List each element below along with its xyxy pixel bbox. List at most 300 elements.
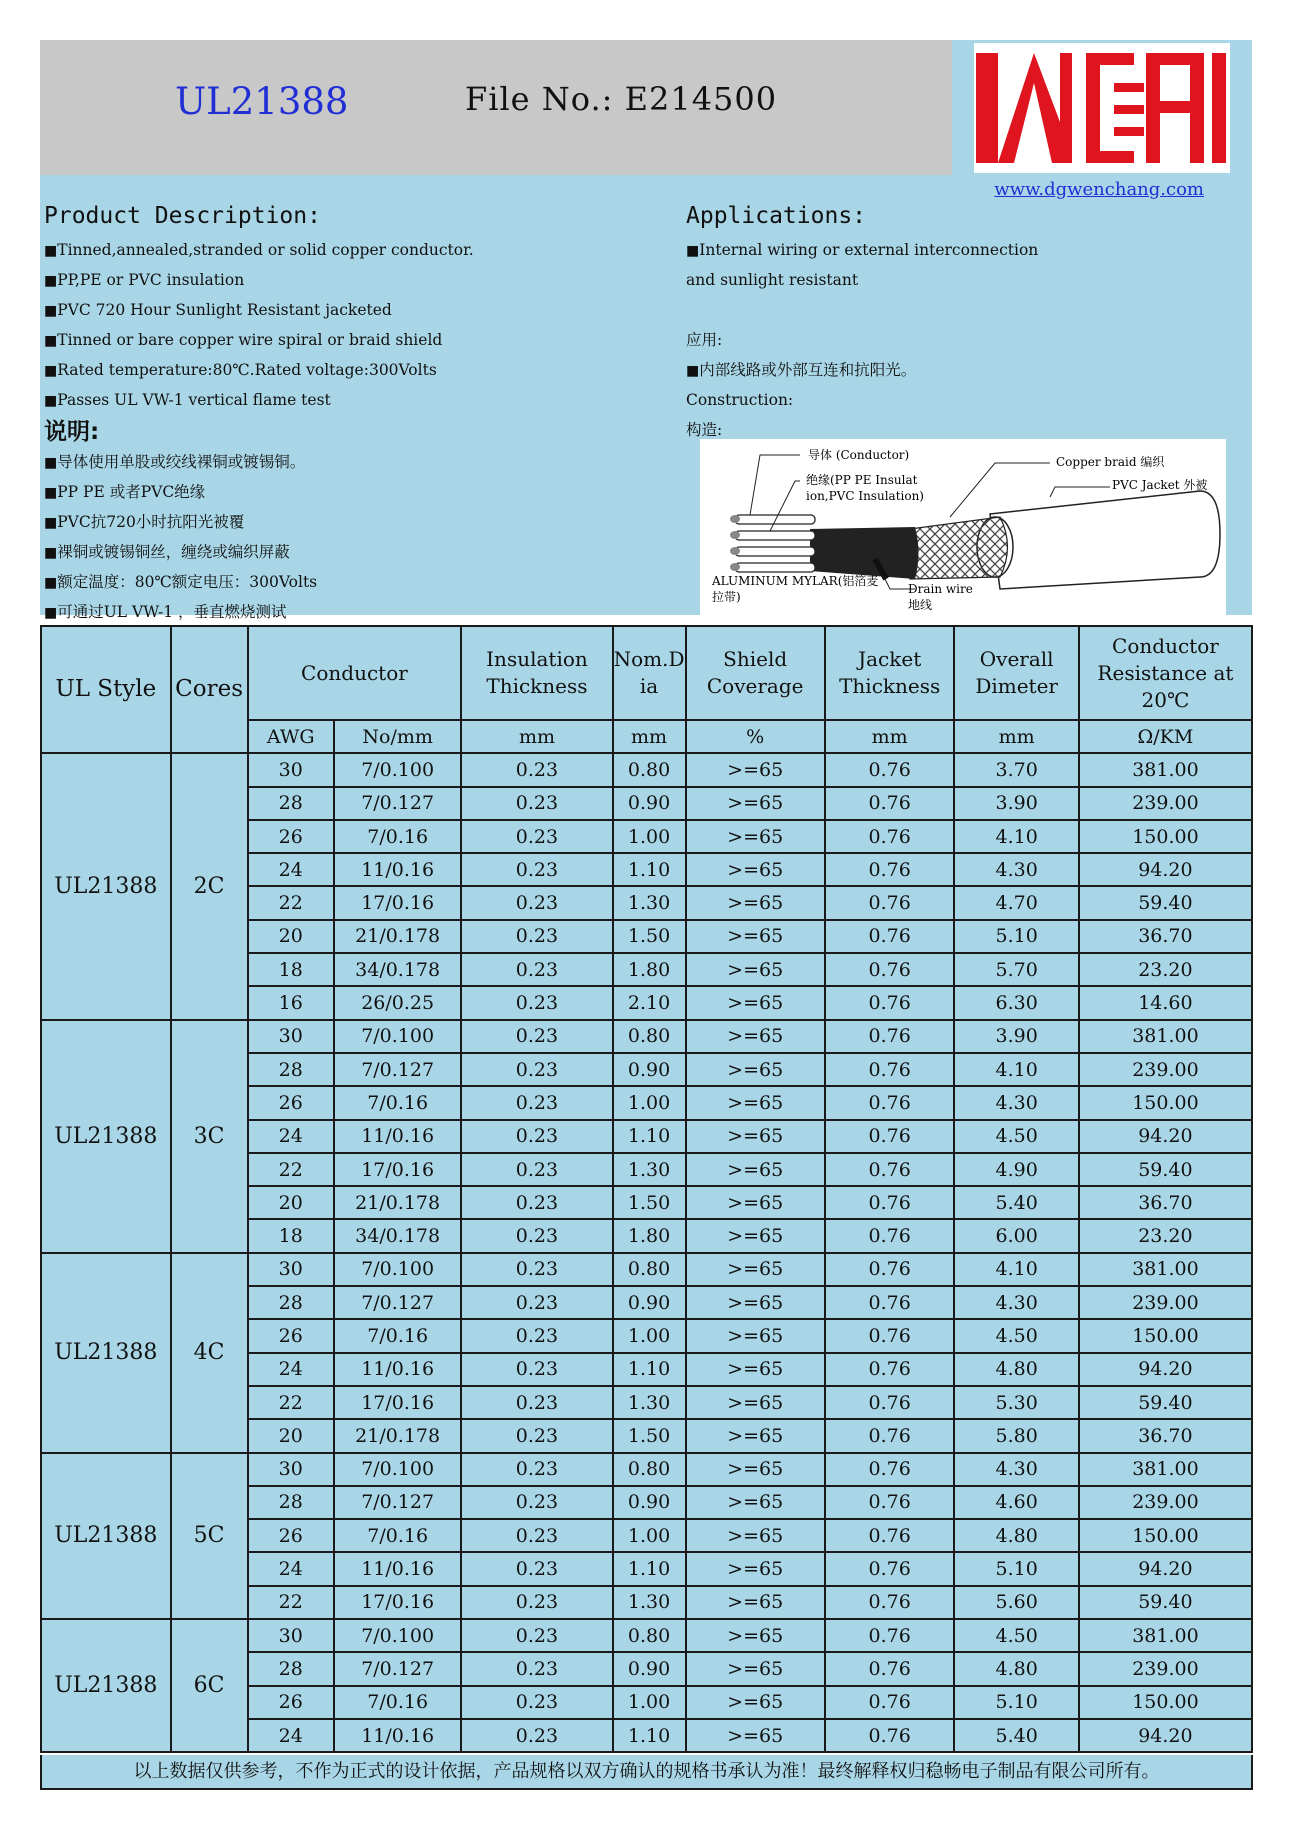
table-cell: 34/0.178 [334,1219,461,1252]
label-insulation-1: 绝缘(PP PE Insulat [806,473,918,487]
cn-applications-item: ■内部线路或外部互连和抗阳光。 [686,361,917,379]
table-cell: >=65 [686,853,825,886]
cores-cell: 2C [171,753,248,1019]
table-cell: 30 [248,1453,334,1486]
company-logo [974,43,1230,173]
table-cell: 3.70 [954,753,1078,786]
bullet-square-icon: ■ [44,545,58,561]
table-cell: 7/0.127 [334,1286,461,1319]
table-cell: 0.76 [825,1120,955,1153]
table-cell: 1.30 [613,1586,686,1619]
table-row [41,1453,1252,1486]
website-link[interactable]: www.dgwenchang.com [994,179,1204,200]
product-description-item: ■Rated temperature:80℃.Rated voltage:300Volts [44,361,437,379]
table-cell: 0.76 [825,1586,955,1619]
table-cell: >=65 [686,1253,825,1286]
construction-label: Construction: [686,391,794,409]
table-cell: 0.23 [461,1186,612,1219]
table-cell: 5.10 [954,1552,1078,1585]
bullet-square-icon: ■ [44,455,58,471]
label-drain-1: Drain wire [908,582,973,596]
table-cell: 1.10 [613,1353,686,1386]
table-cell: 30 [248,1619,334,1652]
table-cell: 0.23 [461,820,612,853]
wch-logo-graphic [974,43,1230,173]
cores-cell: 5C [171,1453,248,1619]
table-cell: 150.00 [1079,820,1252,853]
table-cell: 36.70 [1079,1419,1252,1452]
table-cell: 239.00 [1079,1053,1252,1086]
applications [686,203,1246,445]
table-cell: 3.90 [954,787,1078,820]
col-jacket: Jacket Thickness [825,626,955,720]
table-cell: 0.76 [825,1652,955,1685]
table-cell: 21/0.178 [334,1419,461,1452]
bullet-square-icon: ■ [44,575,58,591]
table-cell: 7/0.127 [334,1486,461,1519]
cn-description-item: ■导体使用单股或绞线裸铜或镀锡铜。 [44,453,306,471]
table-cell: >=65 [686,1086,825,1119]
ul-style-cell: UL21388 [41,1020,171,1253]
table-cell: >=65 [686,1486,825,1519]
label-mylar-1: ALUMINUM MYLAR(铝箔麦 [712,574,879,588]
table-cell: 22 [248,1153,334,1186]
table-cell: 4.10 [954,1053,1078,1086]
product-description-item: ■Tinned or bare copper wire spiral or braid shield [44,331,443,349]
table-cell: >=65 [686,1619,825,1652]
table-cell: 0.23 [461,787,612,820]
table-cell: >=65 [686,986,825,1019]
model-title: UL21388 [175,80,349,123]
table-cell: >=65 [686,1286,825,1319]
table-cell: 0.80 [613,1453,686,1486]
cable-construction-diagram [700,439,1226,615]
table-cell: 1.30 [613,1153,686,1186]
applications-title: Applications: [686,203,867,229]
table-cell: 0.76 [825,1020,955,1053]
col-overall: Overall Dimeter [954,626,1078,720]
table-cell: 4.10 [954,820,1078,853]
table-cell: 1.00 [613,820,686,853]
table-cell: 0.76 [825,1319,955,1352]
table-cell: 94.20 [1079,1719,1252,1752]
table-cell: 1.80 [613,1219,686,1252]
col-nomdia: Nom.D ia [613,626,686,720]
table-cell: 30 [248,753,334,786]
table-cell: 5.80 [954,1419,1078,1452]
table-cell: 0.23 [461,1453,612,1486]
table-cell: >=65 [686,1153,825,1186]
table-cell: 381.00 [1079,753,1252,786]
table-cell: 26/0.25 [334,986,461,1019]
table-cell: 239.00 [1079,1652,1252,1685]
table-cell: >=65 [686,1219,825,1252]
table-cell: 94.20 [1079,1120,1252,1153]
cn-applications-label: 应用: [686,331,723,349]
table-cell: 0.23 [461,1020,612,1053]
table-cell: 4.50 [954,1319,1078,1352]
table-cell: 59.40 [1079,886,1252,919]
table-cell: 0.90 [613,1053,686,1086]
product-description [44,203,664,627]
cn-description-list [44,447,664,627]
table-cell: 26 [248,1319,334,1352]
table-cell: 0.23 [461,1086,612,1119]
table-cell: 1.00 [613,1086,686,1119]
cn-description-item: ■裸铜或镀锡铜丝，缠绕或编织屏蔽 [44,543,290,561]
table-cell: 21/0.178 [334,1186,461,1219]
table-cell: 4.30 [954,853,1078,886]
table-cell: 0.23 [461,1319,612,1352]
table-cell: 5.70 [954,953,1078,986]
table-cell: 0.23 [461,1153,612,1186]
unit-cell: mm [613,720,686,753]
header-bar [40,40,1252,175]
table-cell: 1.50 [613,920,686,953]
label-insulation-2: ion,PVC Insulation) [806,489,924,503]
table-cell: 0.76 [825,1353,955,1386]
table-cell: 7/0.100 [334,1453,461,1486]
table-cell: 381.00 [1079,1020,1252,1053]
applications-line-2: and sunlight resistant [686,271,859,289]
table-cell: 0.23 [461,1353,612,1386]
table-cell: 0.23 [461,1686,612,1719]
cores-cell: 6C [171,1619,248,1752]
table-cell: 0.76 [825,886,955,919]
table-cell: 59.40 [1079,1153,1252,1186]
table-cell: 24 [248,853,334,886]
table-cell: 21/0.178 [334,920,461,953]
table-cell: 1.10 [613,853,686,886]
table-cell: 1.00 [613,1686,686,1719]
table-cell: 0.76 [825,1186,955,1219]
table-cell: 17/0.16 [334,886,461,919]
table-cell: 0.76 [825,1453,955,1486]
table-cell: 22 [248,1386,334,1419]
table-cell: 17/0.16 [334,1386,461,1419]
table-cell: 0.90 [613,1652,686,1685]
table-cell: 7/0.127 [334,1053,461,1086]
cn-description-item: ■额定温度：80℃额定电压：300Volts [44,573,318,591]
table-cell: 11/0.16 [334,1552,461,1585]
cn-description-item: ■PVC抗720小时抗阳光被覆 [44,513,245,531]
table-cell: 7/0.100 [334,1619,461,1652]
table-cell: 0.23 [461,753,612,786]
table-cell: >=65 [686,920,825,953]
table-cell: 94.20 [1079,1552,1252,1585]
table-cell: >=65 [686,1719,825,1752]
table-cell: 0.76 [825,787,955,820]
spec-table [40,625,1253,1753]
table-cell: >=65 [686,1419,825,1452]
ul-style-cell: UL21388 [41,753,171,1019]
table-cell: >=65 [686,1686,825,1719]
table-cell: 1.30 [613,1386,686,1419]
table-cell: >=65 [686,753,825,786]
table-cell: 0.23 [461,920,612,953]
table-cell: 34/0.178 [334,953,461,986]
table-cell: 26 [248,1686,334,1719]
table-cell: 0.80 [613,1253,686,1286]
table-cell: 59.40 [1079,1586,1252,1619]
table-cell: 0.23 [461,853,612,886]
table-cell: 0.23 [461,1519,612,1552]
table-cell: 7/0.16 [334,1686,461,1719]
table-cell: >=65 [686,1386,825,1419]
table-cell: 0.23 [461,1652,612,1685]
col-conductor: Conductor [248,626,462,720]
table-cell: 0.23 [461,1253,612,1286]
table-cell: 23.20 [1079,953,1252,986]
table-cell: 4.50 [954,1120,1078,1153]
unit-cell: mm [825,720,955,753]
table-cell: 4.30 [954,1453,1078,1486]
table-cell: 0.23 [461,1053,612,1086]
bullet-square-icon: ■ [44,273,58,289]
table-cell: 1.50 [613,1419,686,1452]
col-insulation: Insulation Thickness [461,626,612,720]
table-row [41,753,1252,786]
product-description-item: ■PVC 720 Hour Sunlight Resistant jacketed [44,301,392,319]
table-cell: 4.70 [954,886,1078,919]
description-panel [40,175,1252,621]
bullet-square-icon: ■ [44,333,58,349]
table-cell: 7/0.100 [334,1253,461,1286]
table-cell: 26 [248,820,334,853]
table-cell: 1.10 [613,1719,686,1752]
table-cell: 28 [248,1652,334,1685]
table-cell: 0.90 [613,1286,686,1319]
table-cell: 239.00 [1079,1286,1252,1319]
cn-description-item: ■可通过UL VW-1 ，垂直燃烧测试 [44,603,287,621]
table-cell: 0.76 [825,1719,955,1752]
mylar-shape [810,527,919,579]
table-cell: >=65 [686,1120,825,1153]
bullet-square-icon: ■ [44,605,58,621]
table-cell: 28 [248,1486,334,1519]
logo-area [952,40,1252,175]
table-cell: 20 [248,920,334,953]
table-cell: 4.80 [954,1652,1078,1685]
table-cell: 0.76 [825,986,955,1019]
table-cell: 11/0.16 [334,1353,461,1386]
table-cell: 0.23 [461,1219,612,1252]
bullet-square-icon: ■ [44,243,58,259]
table-cell: 36.70 [1079,920,1252,953]
table-cell: 3.90 [954,1020,1078,1053]
file-number: File No.: E214500 [465,80,778,118]
bullet-square-icon: ■ [44,303,58,319]
table-cell: 24 [248,1719,334,1752]
table-cell: 4.90 [954,1153,1078,1186]
bullet-square-icon: ■ [44,485,58,501]
table-cell: 239.00 [1079,1486,1252,1519]
bullet-square-icon: ■ [44,393,58,409]
cn-construction-label: 构造: [686,421,723,439]
table-cell: 11/0.16 [334,1120,461,1153]
table-cell: 0.23 [461,1386,612,1419]
bullet-square-icon: ■ [44,363,58,379]
table-cell: 1.80 [613,953,686,986]
table-cell: 4.80 [954,1353,1078,1386]
table-cell: 22 [248,1586,334,1619]
table-cell: 14.60 [1079,986,1252,1019]
table-cell: 5.10 [954,1686,1078,1719]
table-cell: 0.76 [825,953,955,986]
table-cell: 0.23 [461,1286,612,1319]
table-cell: 26 [248,1086,334,1119]
table-cell: 4.80 [954,1519,1078,1552]
table-cell: 0.76 [825,753,955,786]
table-cell: >=65 [686,886,825,919]
table-cell: >=65 [686,1519,825,1552]
datasheet [40,40,1252,621]
table-cell: 381.00 [1079,1253,1252,1286]
table-cell: 0.23 [461,1619,612,1652]
table-cell: 2.10 [613,986,686,1019]
table-cell: 7/0.16 [334,1319,461,1352]
cn-description-title: 说明: [44,419,100,445]
braid-shape [910,517,1008,579]
table-cell: 1.30 [613,886,686,919]
table-cell: 22 [248,886,334,919]
table-row [41,1020,1252,1053]
product-description-item: ■Passes UL VW-1 vertical flame test [44,391,331,409]
table-cell: 0.23 [461,953,612,986]
table-cell: 28 [248,787,334,820]
table-cell: 0.76 [825,1486,955,1519]
table-cell: 0.76 [825,1686,955,1719]
table-cell: 16 [248,986,334,1019]
table-cell: 1.10 [613,1120,686,1153]
table-cell: 150.00 [1079,1086,1252,1119]
table-cell: 0.76 [825,1219,955,1252]
disclaimer-footer: 以上数据仅供参考，不作为正式的设计依据，产品规格以双方确认的规格书承认为准！最终解释权归稳畅电子制品有限公司所有。 [40,1755,1253,1790]
table-cell: 150.00 [1079,1519,1252,1552]
table-cell: 0.76 [825,1153,955,1186]
table-cell: 7/0.100 [334,1020,461,1053]
col-resistance: Conductor Resistance at 20℃ [1079,626,1252,720]
table-cell: 11/0.16 [334,853,461,886]
bullet-square-icon: ■ [686,363,700,379]
table-cell: 18 [248,953,334,986]
bullet-square-icon: ■ [44,515,58,531]
table-cell: >=65 [686,1586,825,1619]
table-cell: 6.30 [954,986,1078,1019]
label-drain-2: 地线 [908,598,933,612]
table-cell: 59.40 [1079,1386,1252,1419]
table-cell: >=65 [686,1453,825,1486]
table-cell: 0.76 [825,820,955,853]
col-shield: Shield Coverage [686,626,825,720]
table-cell: 0.76 [825,1519,955,1552]
table-cell: 0.23 [461,1486,612,1519]
table-cell: 4.30 [954,1086,1078,1119]
table-cell: >=65 [686,1053,825,1086]
product-description-list [44,235,664,415]
table-cell: 24 [248,1120,334,1153]
table-cell: 26 [248,1519,334,1552]
table-cell: 0.80 [613,753,686,786]
table-cell: 7/0.16 [334,1519,461,1552]
table-cell: 28 [248,1053,334,1086]
label-jacket: PVC Jacket 外被 [1112,478,1208,492]
table-cell: 1.00 [613,1519,686,1552]
table-cell: 0.23 [461,886,612,919]
table-cell: 0.76 [825,1386,955,1419]
table-cell: 1.10 [613,1552,686,1585]
table-cell: 4.10 [954,1253,1078,1286]
table-cell: 4.60 [954,1486,1078,1519]
table-row [41,1619,1252,1652]
unit-cell: No/mm [334,720,461,753]
table-cell: 24 [248,1353,334,1386]
label-mylar-2: 拉带) [712,590,741,604]
table-cell: 0.76 [825,1619,955,1652]
col-cores: Cores [171,626,248,753]
unit-cell: % [686,720,825,753]
table-cell: 5.10 [954,920,1078,953]
table-cell: 239.00 [1079,787,1252,820]
col-ul-style: UL Style [41,626,171,753]
table-cell: 94.20 [1079,1353,1252,1386]
table-cell: 28 [248,1286,334,1319]
table-cell: 381.00 [1079,1619,1252,1652]
table-row [41,1253,1252,1286]
table-cell: 0.23 [461,1586,612,1619]
table-cell: 11/0.16 [334,1719,461,1752]
table-cell: 150.00 [1079,1686,1252,1719]
table-cell: 0.76 [825,1253,955,1286]
table-cell: >=65 [686,1652,825,1685]
label-braid: Copper braid 编织 [1056,455,1165,469]
table-cell: 150.00 [1079,1319,1252,1352]
table-cell: >=65 [686,1186,825,1219]
table-cell: 381.00 [1079,1453,1252,1486]
unit-cell: Ω/KM [1079,720,1252,753]
table-header-row [41,626,1252,720]
table-cell: 7/0.16 [334,1086,461,1119]
table-cell: 4.50 [954,1619,1078,1652]
table-cell: 30 [248,1253,334,1286]
ul-style-cell: UL21388 [41,1619,171,1752]
table-cell: 5.30 [954,1386,1078,1419]
table-cell: 4.30 [954,1286,1078,1319]
table-cell: 0.76 [825,853,955,886]
table-cell: >=65 [686,1353,825,1386]
table-cell: >=65 [686,953,825,986]
table-cell: 18 [248,1219,334,1252]
cn-description-item: ■PP PE 或者PVC绝缘 [44,483,206,501]
unit-cell: mm [954,720,1078,753]
applications-line-1: ■Internal wiring or external interconnection [686,241,1039,259]
product-description-item: ■PP,PE or PVC insulation [44,271,245,289]
table-cell: 7/0.127 [334,1652,461,1685]
jacket-shape [990,491,1220,589]
table-cell: 20 [248,1419,334,1452]
table-cell: 7/0.16 [334,820,461,853]
table-cell: 1.00 [613,1319,686,1352]
cores-cell: 4C [171,1253,248,1453]
table-cell: >=65 [686,787,825,820]
cores-cell: 3C [171,1020,248,1253]
table-cell: 0.76 [825,1419,955,1452]
table-cell: 5.40 [954,1719,1078,1752]
table-cell: >=65 [686,1319,825,1352]
label-conductor: 导体 (Conductor) [808,448,910,462]
table-cell: 7/0.100 [334,753,461,786]
table-cell: 0.76 [825,1086,955,1119]
